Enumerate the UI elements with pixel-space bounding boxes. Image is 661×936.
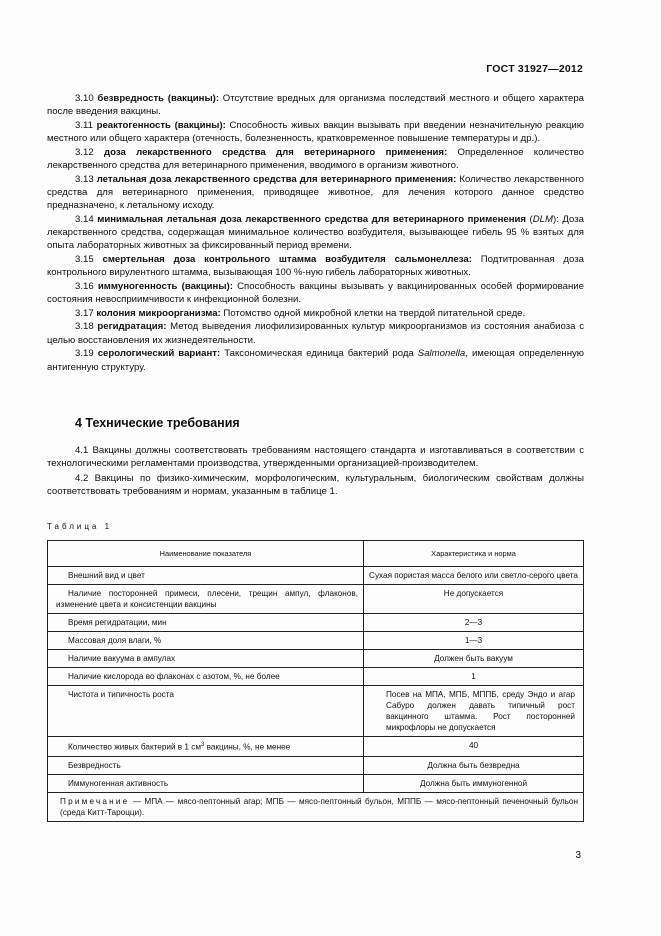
- term-name: регидратация:: [97, 321, 167, 333]
- term-abbr: DLM: [532, 213, 554, 225]
- indicator-cell: Наличие посторонней примеси, плесени, трещин ампул, флаконов, изменение цвета и консистенции вакцины: [48, 585, 364, 614]
- term-name: безвредность (вакцины):: [97, 93, 220, 104]
- requirements-table: [47, 540, 584, 822]
- column-header: Характеристика и норма: [364, 541, 584, 567]
- term-name: иммуногенность (вакцины):: [97, 280, 233, 292]
- norm-cell: 1—3: [364, 632, 584, 650]
- norm-cell: 40: [364, 737, 584, 757]
- indicator-cell: Наличие кислорода во флаконах с азотом, %, не более: [48, 668, 364, 686]
- column-header: Наименование показателя: [48, 541, 364, 567]
- norm-cell: 2—3: [364, 614, 584, 632]
- term-name: смертельная доза контрольного штамма возбудителя сальмонеллеза:: [102, 253, 472, 265]
- norm-cell: Посев на МПА, МПБ, МППБ, среду Эндо и агар Сабуро должен давать типичный рост вакцинного штамма. Рост посторонней микрофлоры не допускается: [364, 686, 584, 737]
- table-row: [48, 668, 584, 686]
- paragraph-4-2: 4.2 Вакцины по физико-химическим, морфологическим, культуральным, биологическим свойствам должны соответствовать требованиям и нормам, указанным в таблице 1.: [47, 472, 584, 498]
- term-name: минимальная летальная доза лекарственного средства для ветеринарного применения: [97, 213, 527, 225]
- term-3-14: 3.14 минимальная летальная доза лекарственного средства для ветеринарного применения (DLM): Доза лекарственного средства, содержащая минимальное количество возбудителя, вызывающее гибель 95 % взятых для опыта лабораторных животных за фиксированный период времени.: [47, 213, 584, 252]
- indicator-cell: Массовая доля влаги, %: [48, 632, 364, 650]
- table-row: [48, 614, 584, 632]
- norm-cell: 1: [364, 668, 584, 686]
- table-header-row: [48, 541, 584, 567]
- term-3-12: 3.12 доза лекарственного средства для ветеринарного применения: Определенное количество лекарственного средства для ветеринарного применения, вводимого в организм животного.: [47, 146, 585, 172]
- term-name: доза лекарственного средства для ветеринарного применения:: [104, 146, 448, 158]
- table-row: [48, 686, 584, 737]
- term-name: серологический вариант:: [97, 348, 221, 360]
- indicator-cell: Безвредность: [48, 756, 364, 774]
- term-3-16: 3.16 иммуногенность (вакцины): Способность вакцины вызывать у вакцинированных особей формирование состояния невосприимчивости к инфекционной болезни.: [47, 280, 584, 306]
- table-row: [48, 567, 584, 585]
- term-3-10: 3.10 безвредность (вакцины): Отсутствие вредных для организма последствий местного и общего характера после введения вакцины.: [47, 93, 585, 118]
- table-row: [48, 585, 584, 614]
- norm-cell: Сухая пористая масса белого или светло-серого цвета: [364, 567, 584, 585]
- term-3-19: 3.19 серологический вариант: Таксономическая единица бактерий рода Salmonella, имеющая определенную антигенную структуру.: [47, 348, 584, 373]
- term-name: колония микроорганизма:: [96, 307, 221, 319]
- indicator-cell: Количество живых бактерий в 1 $см^3$ вакцины, %, не менее: [48, 737, 364, 757]
- section-paragraphs: [47, 444, 584, 500]
- section-title: 4 Технические требования: [75, 416, 240, 430]
- genus-name: Salmonella: [417, 348, 466, 360]
- norm-cell: Должен быть вакуум: [364, 650, 584, 668]
- norm-cell: Должна быть иммуногенной: [364, 774, 584, 792]
- table-row: [48, 737, 584, 757]
- indicator-cell: Чистота и типичность роста: [48, 686, 364, 737]
- table-row: [48, 774, 584, 792]
- page-number: 3: [575, 850, 581, 861]
- table-row: [48, 650, 584, 668]
- term-3-13: 3.13 летальная доза лекарственного средства для ветеринарного применения: Количество лекарственного средства для ветеринарного применения, приводящее животное, для лечения которого данное средство предназначено, к летальному исходу.: [47, 173, 585, 212]
- terms-list: [47, 92, 584, 374]
- norm-cell: Не допускается: [364, 585, 584, 614]
- indicator-cell: Наличие вакуума в ампулах: [48, 650, 364, 668]
- table-row: [48, 632, 584, 650]
- norm-cell: Должна быть безвредна: [364, 756, 584, 774]
- indicator-cell: Внешний вид и цвет: [48, 567, 364, 585]
- term-3-17: 3.17 колония микроорганизма: Потомство одной микробной клетки на твердой питательной среде.: [75, 307, 526, 319]
- term-name: реактогенность (вакцины):: [96, 119, 226, 131]
- table-row: [48, 756, 584, 774]
- table-caption: Таблица 1: [47, 522, 113, 531]
- table-note: Примечание — МПА — мясо-пептонный агар; МПБ — мясо-пептонный бульон, МППБ — мясо-пептонный печеночный бульон (среда Китт-Тароцци).: [48, 792, 584, 821]
- table-note-row: [48, 792, 584, 821]
- document-number: ГОСТ 31927—2012: [486, 63, 583, 75]
- indicator-cell: Иммуногенная активность: [48, 774, 364, 792]
- term-3-11: 3.11 реактогенность (вакцины): Способность живых вакцин вызывать при введении незначительную реакцию местного или общего характера (отечность, болезненность, кратковременное повышение температуры и др.).: [47, 119, 584, 145]
- term-3-18: 3.18 регидратация: Метод выведения лиофилизированных культур микроорганизмов из состояния анабиоза с целью восстановления их жизнедеятельности.: [47, 321, 585, 346]
- paragraph-4-1: 4.1 Вакцины должны соответствовать требованиям настоящего стандарта и изготавливаться в соответствии с технологическими регламентами производства, утвержденными организацией-производителем.: [47, 445, 584, 470]
- term-name: летальная доза лекарственного средства для ветеринарного применения:: [96, 173, 457, 185]
- term-3-15: 3.15 смертельная доза контрольного штамма возбудителя сальмонеллеза: Подтитрованная доза контрольного вирулентного штамма, вызывающая 100 %-ную гибель лабораторных животных.: [47, 253, 584, 279]
- indicator-cell: Время регидратации, мин: [48, 614, 364, 632]
